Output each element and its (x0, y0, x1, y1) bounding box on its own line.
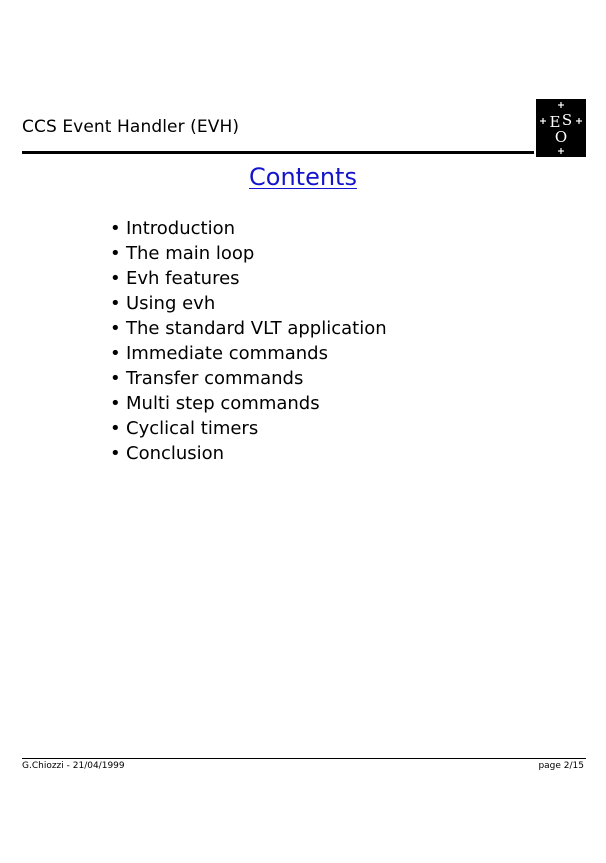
list-item (110, 391, 387, 416)
header-title: CCS Event Handler (EVH) (22, 117, 240, 137)
bullet-icon: • (110, 243, 121, 264)
list-item (110, 341, 387, 366)
footer-author-date: G.Chiozzi - 21/04/1999 (22, 761, 125, 771)
bullet-icon: • (110, 218, 121, 239)
list-item-label: Evh features (126, 268, 240, 289)
list-item-label: Transfer commands (126, 368, 304, 389)
contents-list (110, 216, 387, 466)
contents-heading: Contents (249, 163, 357, 191)
list-item-label: Cyclical timers (126, 418, 259, 439)
bullet-icon: • (110, 368, 121, 389)
footer-page-number: page 2/15 (538, 761, 584, 771)
logo-letter-s: S (561, 111, 573, 129)
eso-logo-icon (536, 99, 586, 157)
list-item-label: The standard VLT application (126, 318, 387, 339)
list-item-label: Conclusion (126, 443, 225, 464)
bullet-icon: • (110, 268, 121, 289)
list-item-label: Multi step commands (126, 393, 320, 414)
list-item (110, 291, 387, 316)
footer-divider (22, 758, 586, 759)
list-item (110, 241, 387, 266)
bullet-icon: • (110, 443, 121, 464)
list-item (110, 441, 387, 466)
list-item-label: Introduction (126, 218, 236, 239)
list-item-label: The main loop (126, 243, 255, 264)
list-item (110, 266, 387, 291)
logo-letter-o: O (554, 128, 568, 146)
bullet-icon: • (110, 393, 121, 414)
list-item (110, 366, 387, 391)
list-item-label: Immediate commands (126, 343, 328, 364)
bullet-icon: • (110, 418, 121, 439)
header-divider (22, 151, 534, 154)
bullet-icon: • (110, 343, 121, 364)
list-item (110, 216, 387, 241)
list-item (110, 316, 387, 341)
bullet-icon: • (110, 293, 121, 314)
logo-letter-e: E (549, 113, 561, 131)
list-item (110, 416, 387, 441)
bullet-icon: • (110, 318, 121, 339)
list-item-label: Using evh (126, 293, 216, 314)
